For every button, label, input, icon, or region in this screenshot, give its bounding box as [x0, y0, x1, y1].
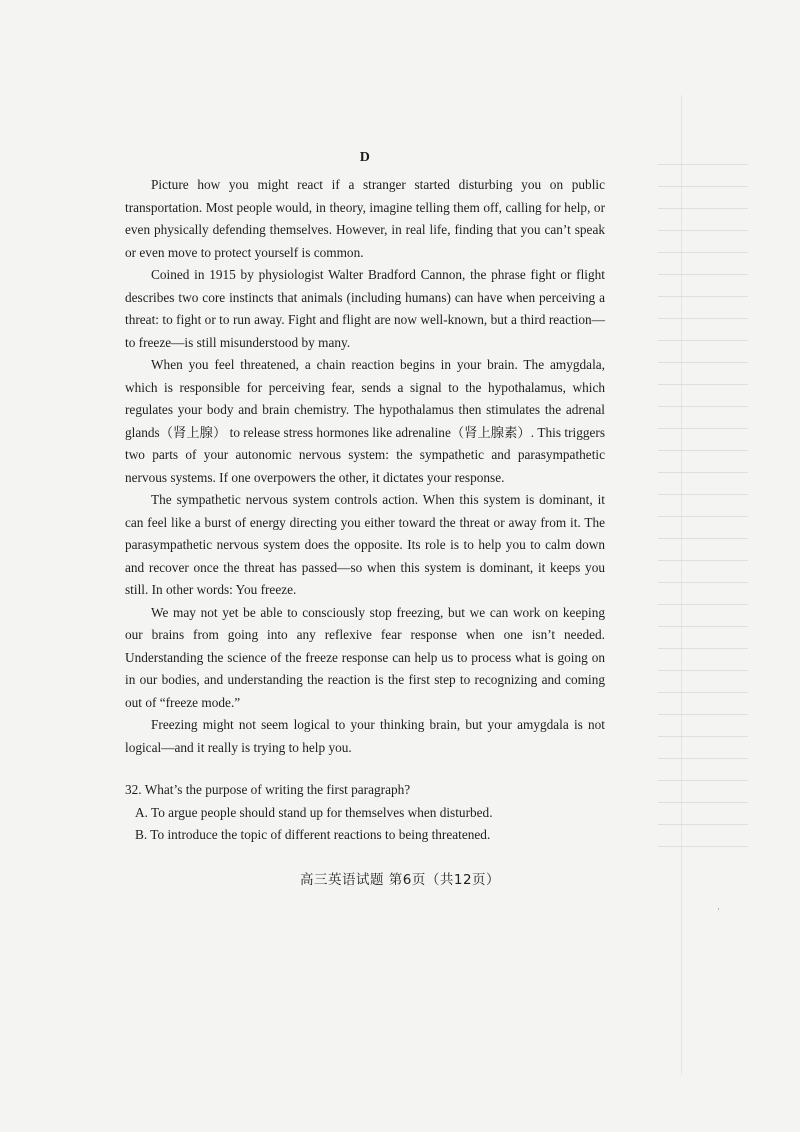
- section-letter: D: [359, 150, 371, 165]
- paragraph-6: Freezing might not seem logical to your thinking brain, but your amygdala is not logical—and it really is trying to help you.: [125, 717, 605, 755]
- question-stem: 32. What’s the purpose of writing the first paragraph?: [125, 782, 411, 797]
- paragraph-5: We may not yet be able to consciously stop freezing, but we can work on keeping our brains from going into any reflexive fear response when one isn’t needed. Understanding the science of the freeze response can help us to process what is going on in our bodies, and understanding the reaction is the first step to recognizing and coming out of “freeze mode.”: [125, 604, 605, 710]
- paragraph-4: The sympathetic nervous system controls action. When this system is dominant, it can feel like a burst of energy directing you either toward the threat or away from it. The parasympathetic nervous system does the opposite. Its role is to help you to calm down and recover once the threat has passed—so when this system is dominant, it keeps you still. In other words: You freeze.: [125, 492, 605, 597]
- paragraph-2: Coined in 1915 by physiologist Walter Bradford Cannon, the phrase fight or flight describes two core instincts that animals (including humans) can have when perceiving a threat: to fight or to run away. Fight and flight are now well-known, but a third reaction—to freeze—is still misunderstood by many.: [125, 267, 605, 350]
- option-b: B. To introduce the topic of different reactions to being threatened.: [135, 827, 491, 842]
- page-footer: 高三英语试题 第6页（共12页）: [299, 872, 501, 888]
- option-a: A. To argue people should stand up for themselves when disturbed.: [135, 804, 493, 820]
- question-32: [125, 779, 605, 847]
- scan-speck: ·: [717, 904, 720, 914]
- page-content: [125, 150, 605, 847]
- paragraph-1: Picture how you might react if a stranger started disturbing you on public transportation. Most people would, in theory, imagine telling them off, calling for help, or even physically defending themselves. However, in real life, finding that you can’t speak or even move to protect yourself is common.: [125, 177, 605, 260]
- paragraph-3: When you feel threatened, a chain reaction begins in your brain. The amygdala, which is responsible for perceiving fear, sends a signal to the hypothalamus, which regulates your body and brain chemistry. The hypothalamus then stimulates the adrenal glands（肾上腺） to release stress hormones like adrenaline（肾上腺素）. This triggers two parts of your autonomic nervous system: the sympathetic and parasympathetic nervous systems. If one overpowers the other, it dictates your response.: [125, 357, 605, 485]
- bleed-through-text: [658, 150, 748, 850]
